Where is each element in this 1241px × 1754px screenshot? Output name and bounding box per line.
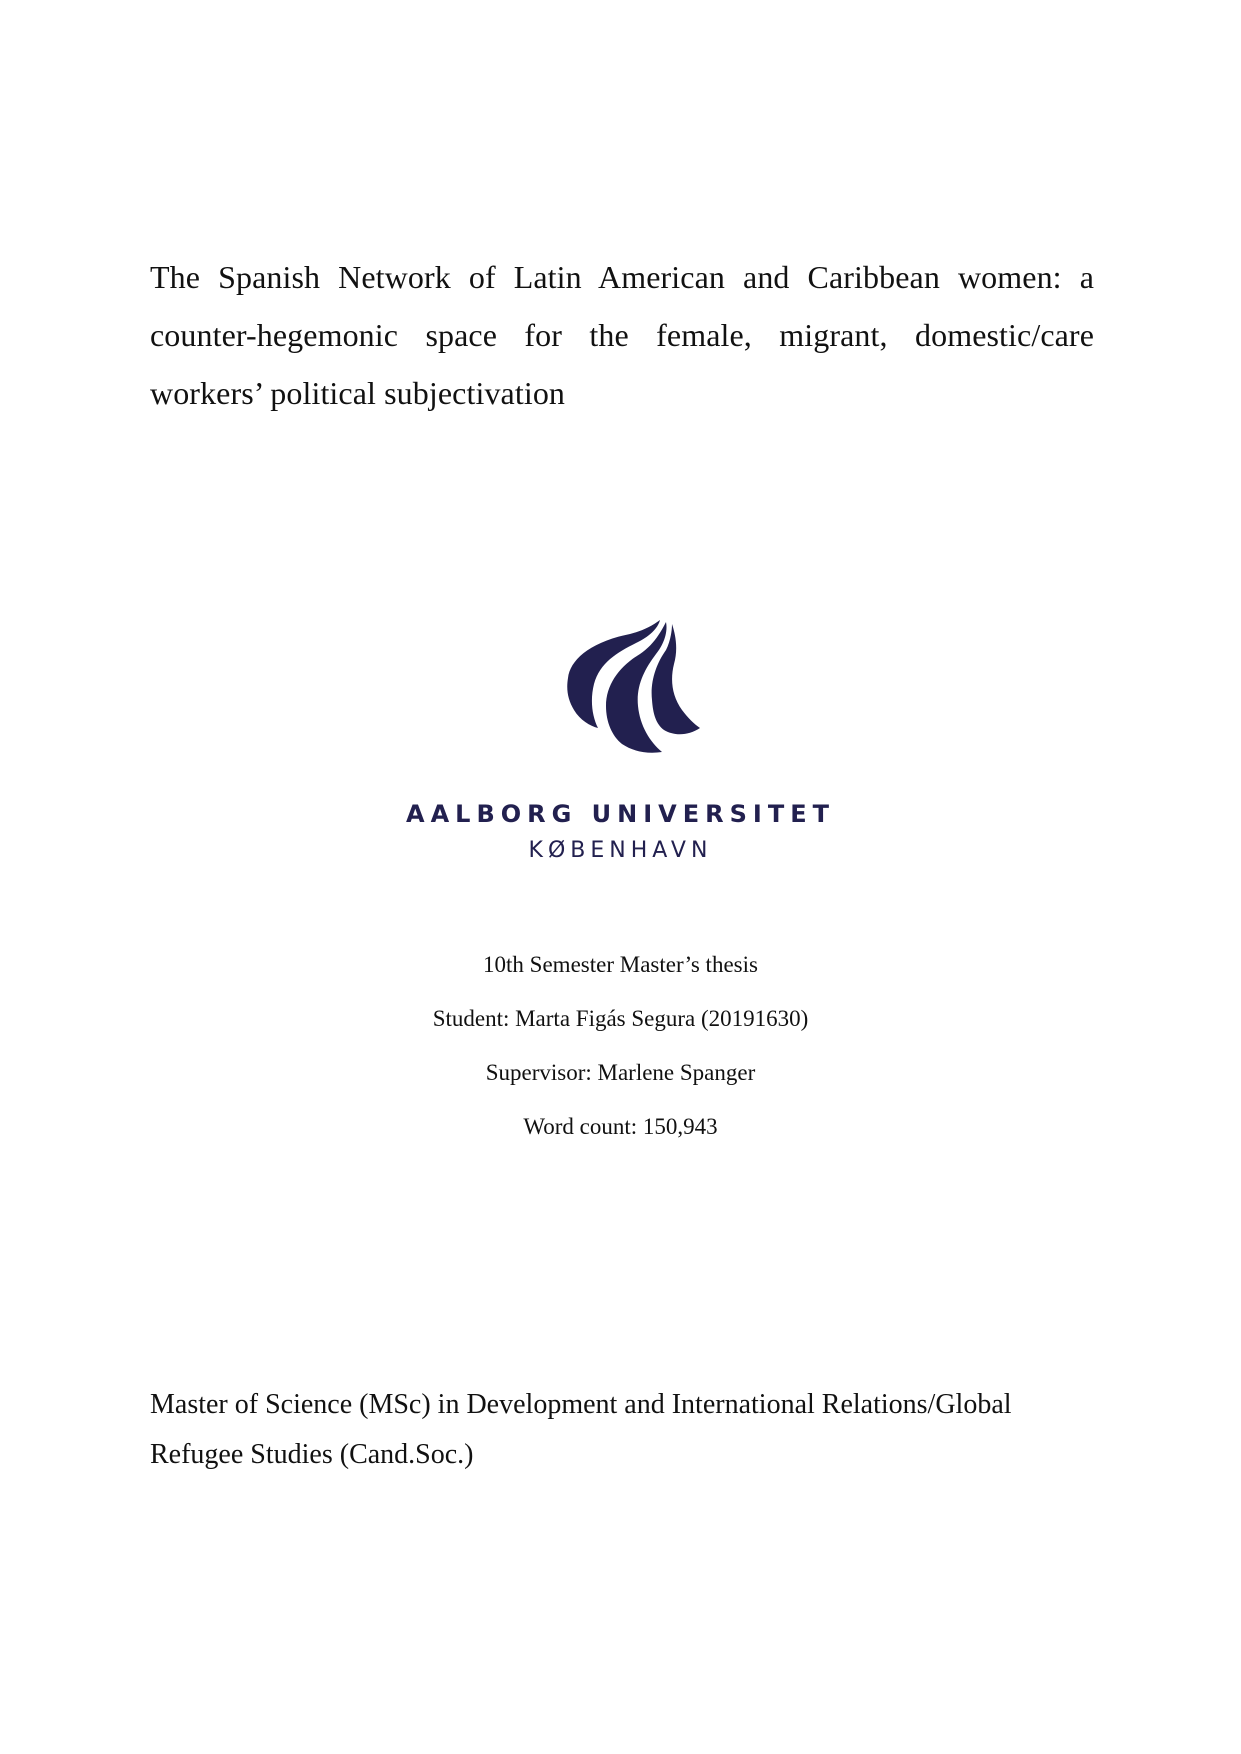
thesis-type: 10th Semester Master’s thesis <box>483 952 758 977</box>
title-line-2: counter-hegemonic space for the female, migrant, domestic/care <box>150 317 1094 353</box>
degree-line-2: Refugee Studies (Cand.Soc.) <box>150 1439 474 1470</box>
supervisor-info: Supervisor: Marlene Spanger <box>485 1060 756 1085</box>
title-line-1: The Spanish Network of Latin American and Caribbean women: a <box>150 259 1094 295</box>
word-count: Word count: 150,943 <box>523 1114 718 1139</box>
thesis-metadata <box>0 950 1241 1166</box>
university-name: AALBORG UNIVERSITET <box>406 800 835 828</box>
degree-program <box>150 1380 1110 1480</box>
title-line-3: workers’ political subjectivation <box>150 375 566 411</box>
university-campus: KØBENHAVN <box>528 838 713 863</box>
aalborg-university-wave-logo-icon <box>560 620 700 760</box>
degree-line-1: Master of Science (MSc) in Development and International Relations/Global <box>150 1389 1012 1420</box>
student-info: Student: Marta Figás Segura (20191630) <box>432 1006 809 1031</box>
thesis-title <box>150 248 1094 422</box>
